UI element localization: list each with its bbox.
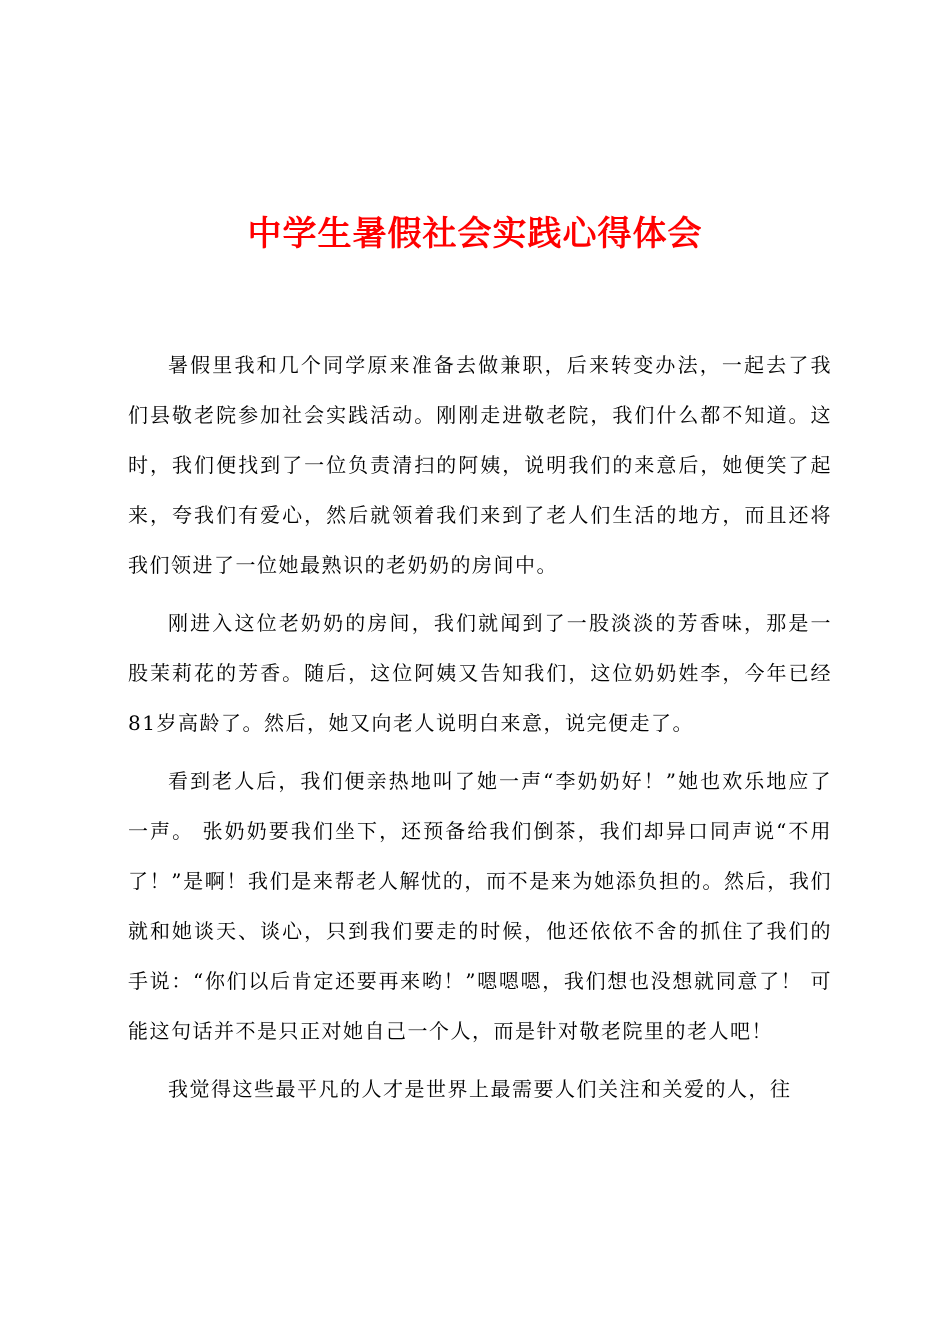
- paragraph: 看到老人后，我们便亲热地叫了她一声“李奶奶好！”她也欢乐地应了一声。 张奶奶要我们坐下，还预备给我们倒茶，我们却异口同声说“不用了！”是啊！我们是来帮老人解忧的，而不是来为她添负担的。然后，我们就和她谈天、谈心，只到我们要走的时候，他还依依不舍的抓住了我们的手说：“你们以后肯定还要再来哟！”嗯嗯嗯，我们想也没想就同意了！ 可能这句话并不是只正对她自己一个人，而是针对敬老院里的老人吧！: [128, 769, 832, 1043]
- paragraph: 暑假里我和几个同学原来准备去做兼职，后来转变办法，一起去了我们县敬老院参加社会实践活动。刚刚走进敬老院，我们什么都不知道。这时，我们便找到了一位负责清扫的阿姨，说明我们的来意后，她便笑了起来，夸我们有爱心，然后就领着我们来到了老人们生活的地方，而且还将我们领进了一位她最熟识的老奶奶的房间中。: [128, 353, 832, 577]
- paragraph: 刚进入这位老奶奶的房间，我们就闻到了一股淡淡的芳香味，那是一股茉莉花的芳香。随后，这位阿姨又告知我们，这位奶奶姓李，今年已经81岁高龄了。然后，她又向老人说明白来意，说完便走了。: [128, 611, 832, 735]
- document-body: [128, 340, 832, 1122]
- paragraph: 我觉得这些最平凡的人才是世界上最需要人们关注和关爱的人，往: [168, 1077, 792, 1101]
- document-title: 中学生暑假社会实践心得体会: [247, 214, 703, 254]
